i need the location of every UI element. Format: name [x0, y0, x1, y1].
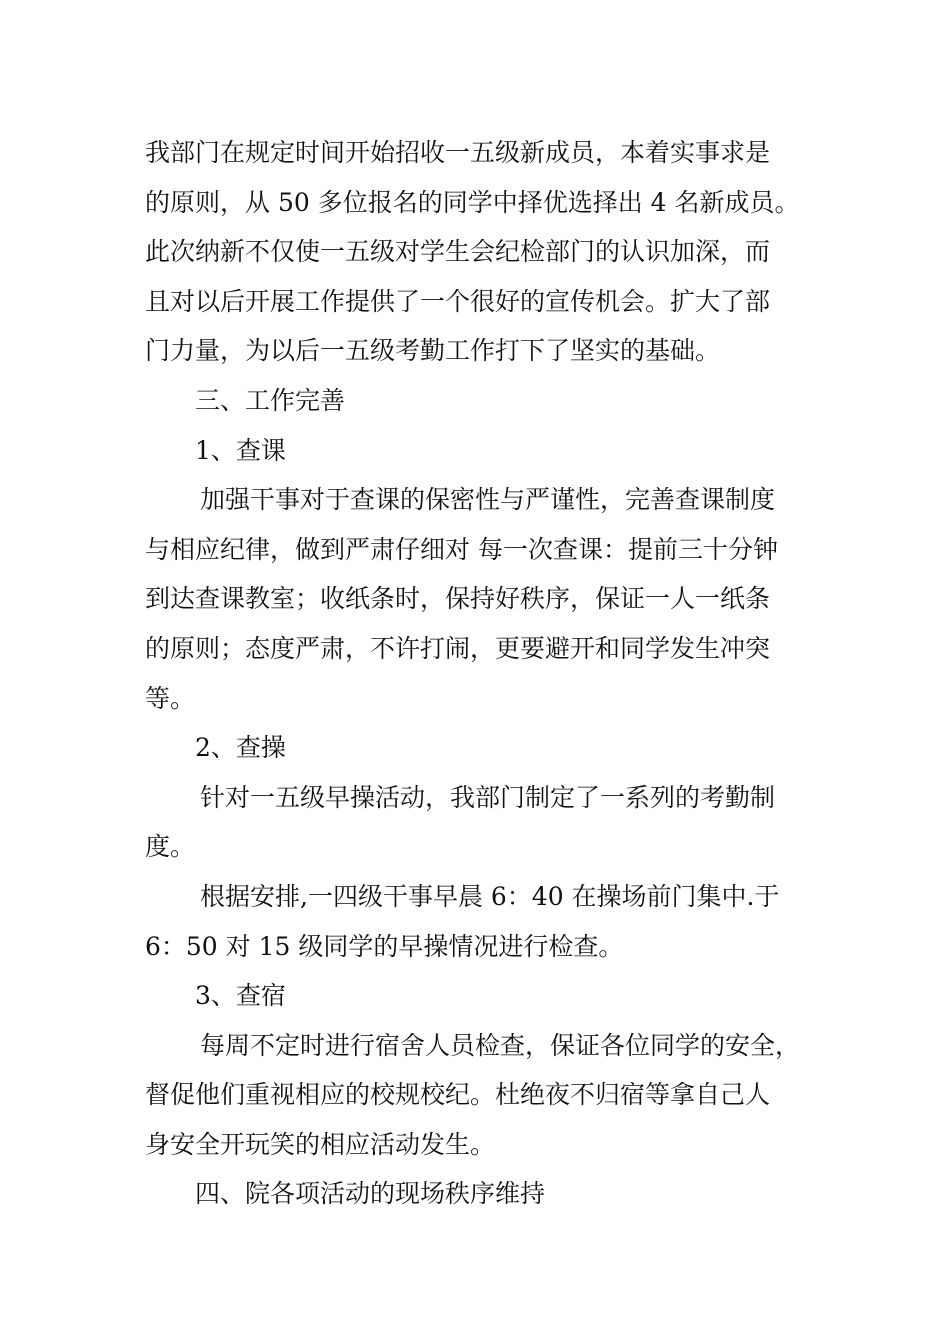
- paragraph-exercise-schedule: [145, 872, 810, 971]
- subsection-heading-exercise-check: 2、查操: [195, 733, 286, 763]
- document-body: [145, 128, 810, 1219]
- subsection-heading-class-check: 1、查课: [195, 435, 286, 465]
- text-line: 我部门在规定时间开始招收一五级新成员，本着实事求是: [145, 138, 771, 167]
- section-heading-event-order: 四、院各项活动的现场秩序维持: [195, 1179, 546, 1209]
- text-line: 到达查课教室；收纸条时，保持好秩序，保证一人一纸条: [145, 584, 771, 614]
- text-line: 且对以后开展工作提供了一个很好的宣传机会。扩大了部: [145, 286, 771, 316]
- text-line: 6：50 对 15 级同学的早操情况进行检查。: [145, 931, 624, 961]
- text-line: 每周不定时进行宿舍人员检查，保证各位同学的安全，: [200, 1030, 801, 1060]
- text-line: 的原则；态度严肃，不许打闹，更要避开和同学发生冲突: [145, 633, 771, 663]
- text-line: 身安全开玩笑的相应活动发生。: [145, 1129, 496, 1159]
- section-heading-work-improvement: 三、工作完善: [195, 385, 346, 415]
- text-line: 根据安排,一四级干事早晨 6：40 在操场前门集中.于: [200, 881, 780, 911]
- text-line: 度。: [145, 832, 196, 862]
- text-line: 加强干事对于查课的保密性与严谨性，完善查课制度: [200, 485, 776, 515]
- subsection-heading-dorm-check: 3、查宿: [195, 981, 286, 1011]
- paragraph-recruitment: [145, 128, 810, 376]
- text-line: 门力量，为以后一五级考勤工作打下了坚实的基础。: [145, 336, 721, 366]
- paragraph-class-check: [145, 475, 810, 723]
- text-line: 等。: [145, 683, 196, 713]
- paragraph-exercise-check: [145, 773, 810, 872]
- text-line: 督促他们重视相应的校规校纪。杜绝夜不归宿等拿自己人: [145, 1080, 771, 1110]
- text-line: 针对一五级早操活动，我部门制定了一系列的考勤制: [200, 782, 776, 812]
- text-line: 的原则，从 50 多位报名的同学中择优选择出 4 名新成员。: [145, 187, 800, 217]
- text-line: 与相应纪律，做到严肃仔细对 每一次查课：提前三十分钟: [145, 534, 778, 564]
- paragraph-dorm-check: [145, 1021, 810, 1170]
- text-line: 此次纳新不仅使一五级对学生会纪检部门的认识加深，而: [145, 237, 771, 267]
